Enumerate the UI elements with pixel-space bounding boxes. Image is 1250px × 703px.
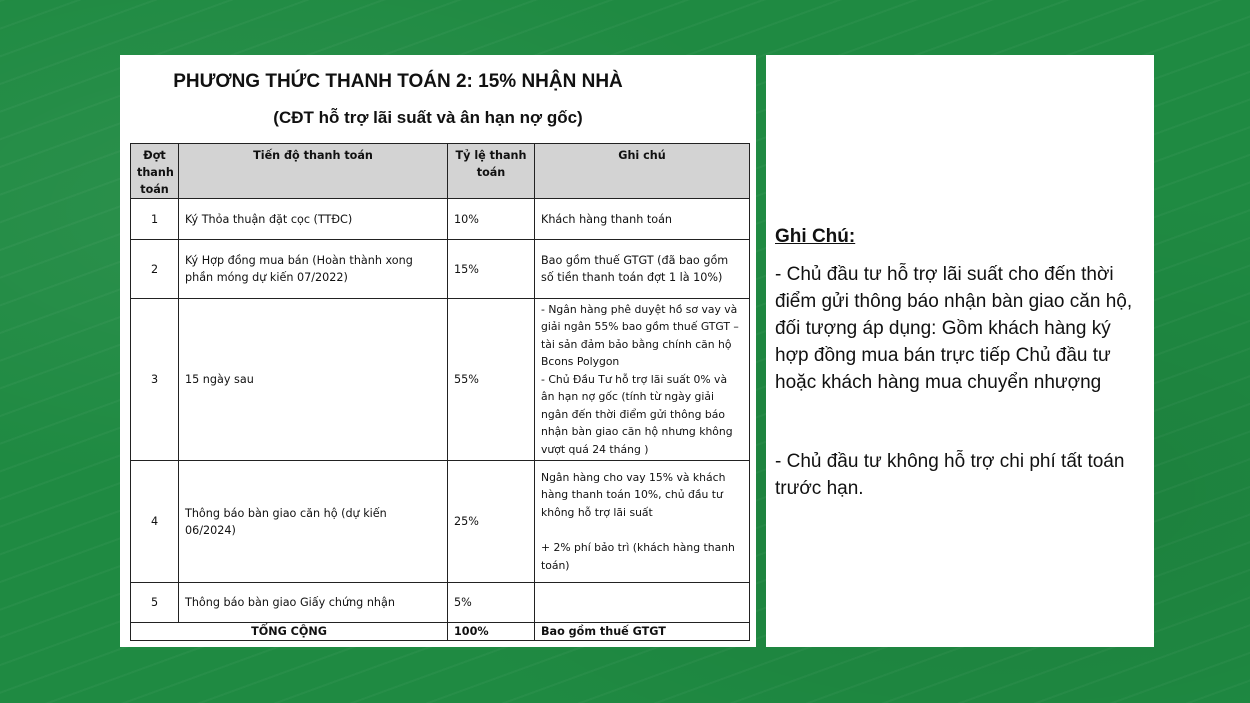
table-header-row	[131, 144, 750, 199]
cell-progress: Ký Thỏa thuận đặt cọc (TTĐC)	[179, 199, 448, 240]
cell-rate: 15%	[448, 240, 535, 299]
table-row	[131, 583, 750, 623]
payment-table-panel	[120, 55, 756, 647]
total-note: Bao gồm thuế GTGT	[535, 623, 750, 641]
cell-no: 4	[131, 461, 179, 583]
cell-note	[535, 461, 750, 583]
table-row	[131, 199, 750, 240]
cell-progress: Thông báo bàn giao căn hộ (dự kiến 06/2024)	[179, 461, 448, 583]
total-rate: 100%	[448, 623, 535, 641]
notes-heading: Ghi Chú:	[775, 226, 856, 247]
cell-progress: Ký Hợp đồng mua bán (Hoàn thành xong phần móng dự kiến 07/2022)	[179, 240, 448, 299]
header-progress: Tiến độ thanh toán	[179, 144, 448, 199]
note-line: + 2% phí bảo trì (khách hàng thanh toán)	[541, 541, 735, 572]
cell-rate: 25%	[448, 461, 535, 583]
table-total-row	[131, 623, 750, 641]
table-row	[131, 240, 750, 299]
cell-rate: 5%	[448, 583, 535, 623]
page-subtitle: (CĐT hỗ trợ lãi suất và ân hạn nợ gốc)	[273, 108, 583, 127]
note-line: - Chủ Đầu Tư hỗ trợ lãi suất 0% và ân hạn nợ gốc (tính từ ngày giải ngân đến thời điểm gửi thông báo nhận bàn giao căn hộ nhưng không vượt quá 24 tháng )	[541, 372, 733, 456]
note-line: - Ngân hàng phê duyệt hồ sơ vay và giải ngân 55% bao gồm thuế GTGT – tài sản đảm bảo bằng chính căn hộ Bcons Polygon	[541, 302, 739, 369]
cell-no: 2	[131, 240, 179, 299]
cell-progress: Thông báo bàn giao Giấy chứng nhận	[179, 583, 448, 623]
cell-rate: 10%	[448, 199, 535, 240]
table-row	[131, 461, 750, 583]
note-paragraph: - Chủ đầu tư không hỗ trợ chi phí tất toán trước hạn.	[775, 451, 1125, 499]
cell-note: Bao gồm thuế GTGT (đã bao gồm số tiền thanh toán đợt 1 là 10%)	[535, 240, 750, 299]
header-note: Ghi chú	[535, 144, 750, 199]
header-installment: Đợt thanh toán	[131, 144, 179, 199]
note-line: Ngân hàng cho vay 15% và khách hàng thanh toán 10%, chủ đầu tư không hỗ trợ lãi suất	[541, 470, 726, 519]
total-label: TỔNG CỘNG	[131, 623, 448, 641]
cell-no: 5	[131, 583, 179, 623]
table-row	[131, 299, 750, 461]
cell-rate: 55%	[448, 299, 535, 461]
header-rate: Tỷ lệ thanh toán	[448, 144, 535, 199]
cell-note	[535, 299, 750, 461]
cell-no: 3	[131, 299, 179, 461]
payment-schedule-table	[130, 143, 750, 641]
cell-note: Khách hàng thanh toán	[535, 199, 750, 240]
cell-no: 1	[131, 199, 179, 240]
cell-progress: 15 ngày sau	[179, 299, 448, 461]
notes-panel	[766, 55, 1154, 647]
cell-note	[535, 583, 750, 623]
page-title: PHƯƠNG THỨC THANH TOÁN 2: 15% NHẬN NHÀ	[173, 71, 623, 92]
note-paragraph: - Chủ đầu tư hỗ trợ lãi suất cho đến thời điểm gửi thông báo nhận bàn giao căn hộ, đối tượng áp dụng: Gồm khách hàng ký hợp đồng mua bán trực tiếp Chủ đầu tư hoặc khách hàng mua chuyển nhượng	[775, 264, 1133, 393]
